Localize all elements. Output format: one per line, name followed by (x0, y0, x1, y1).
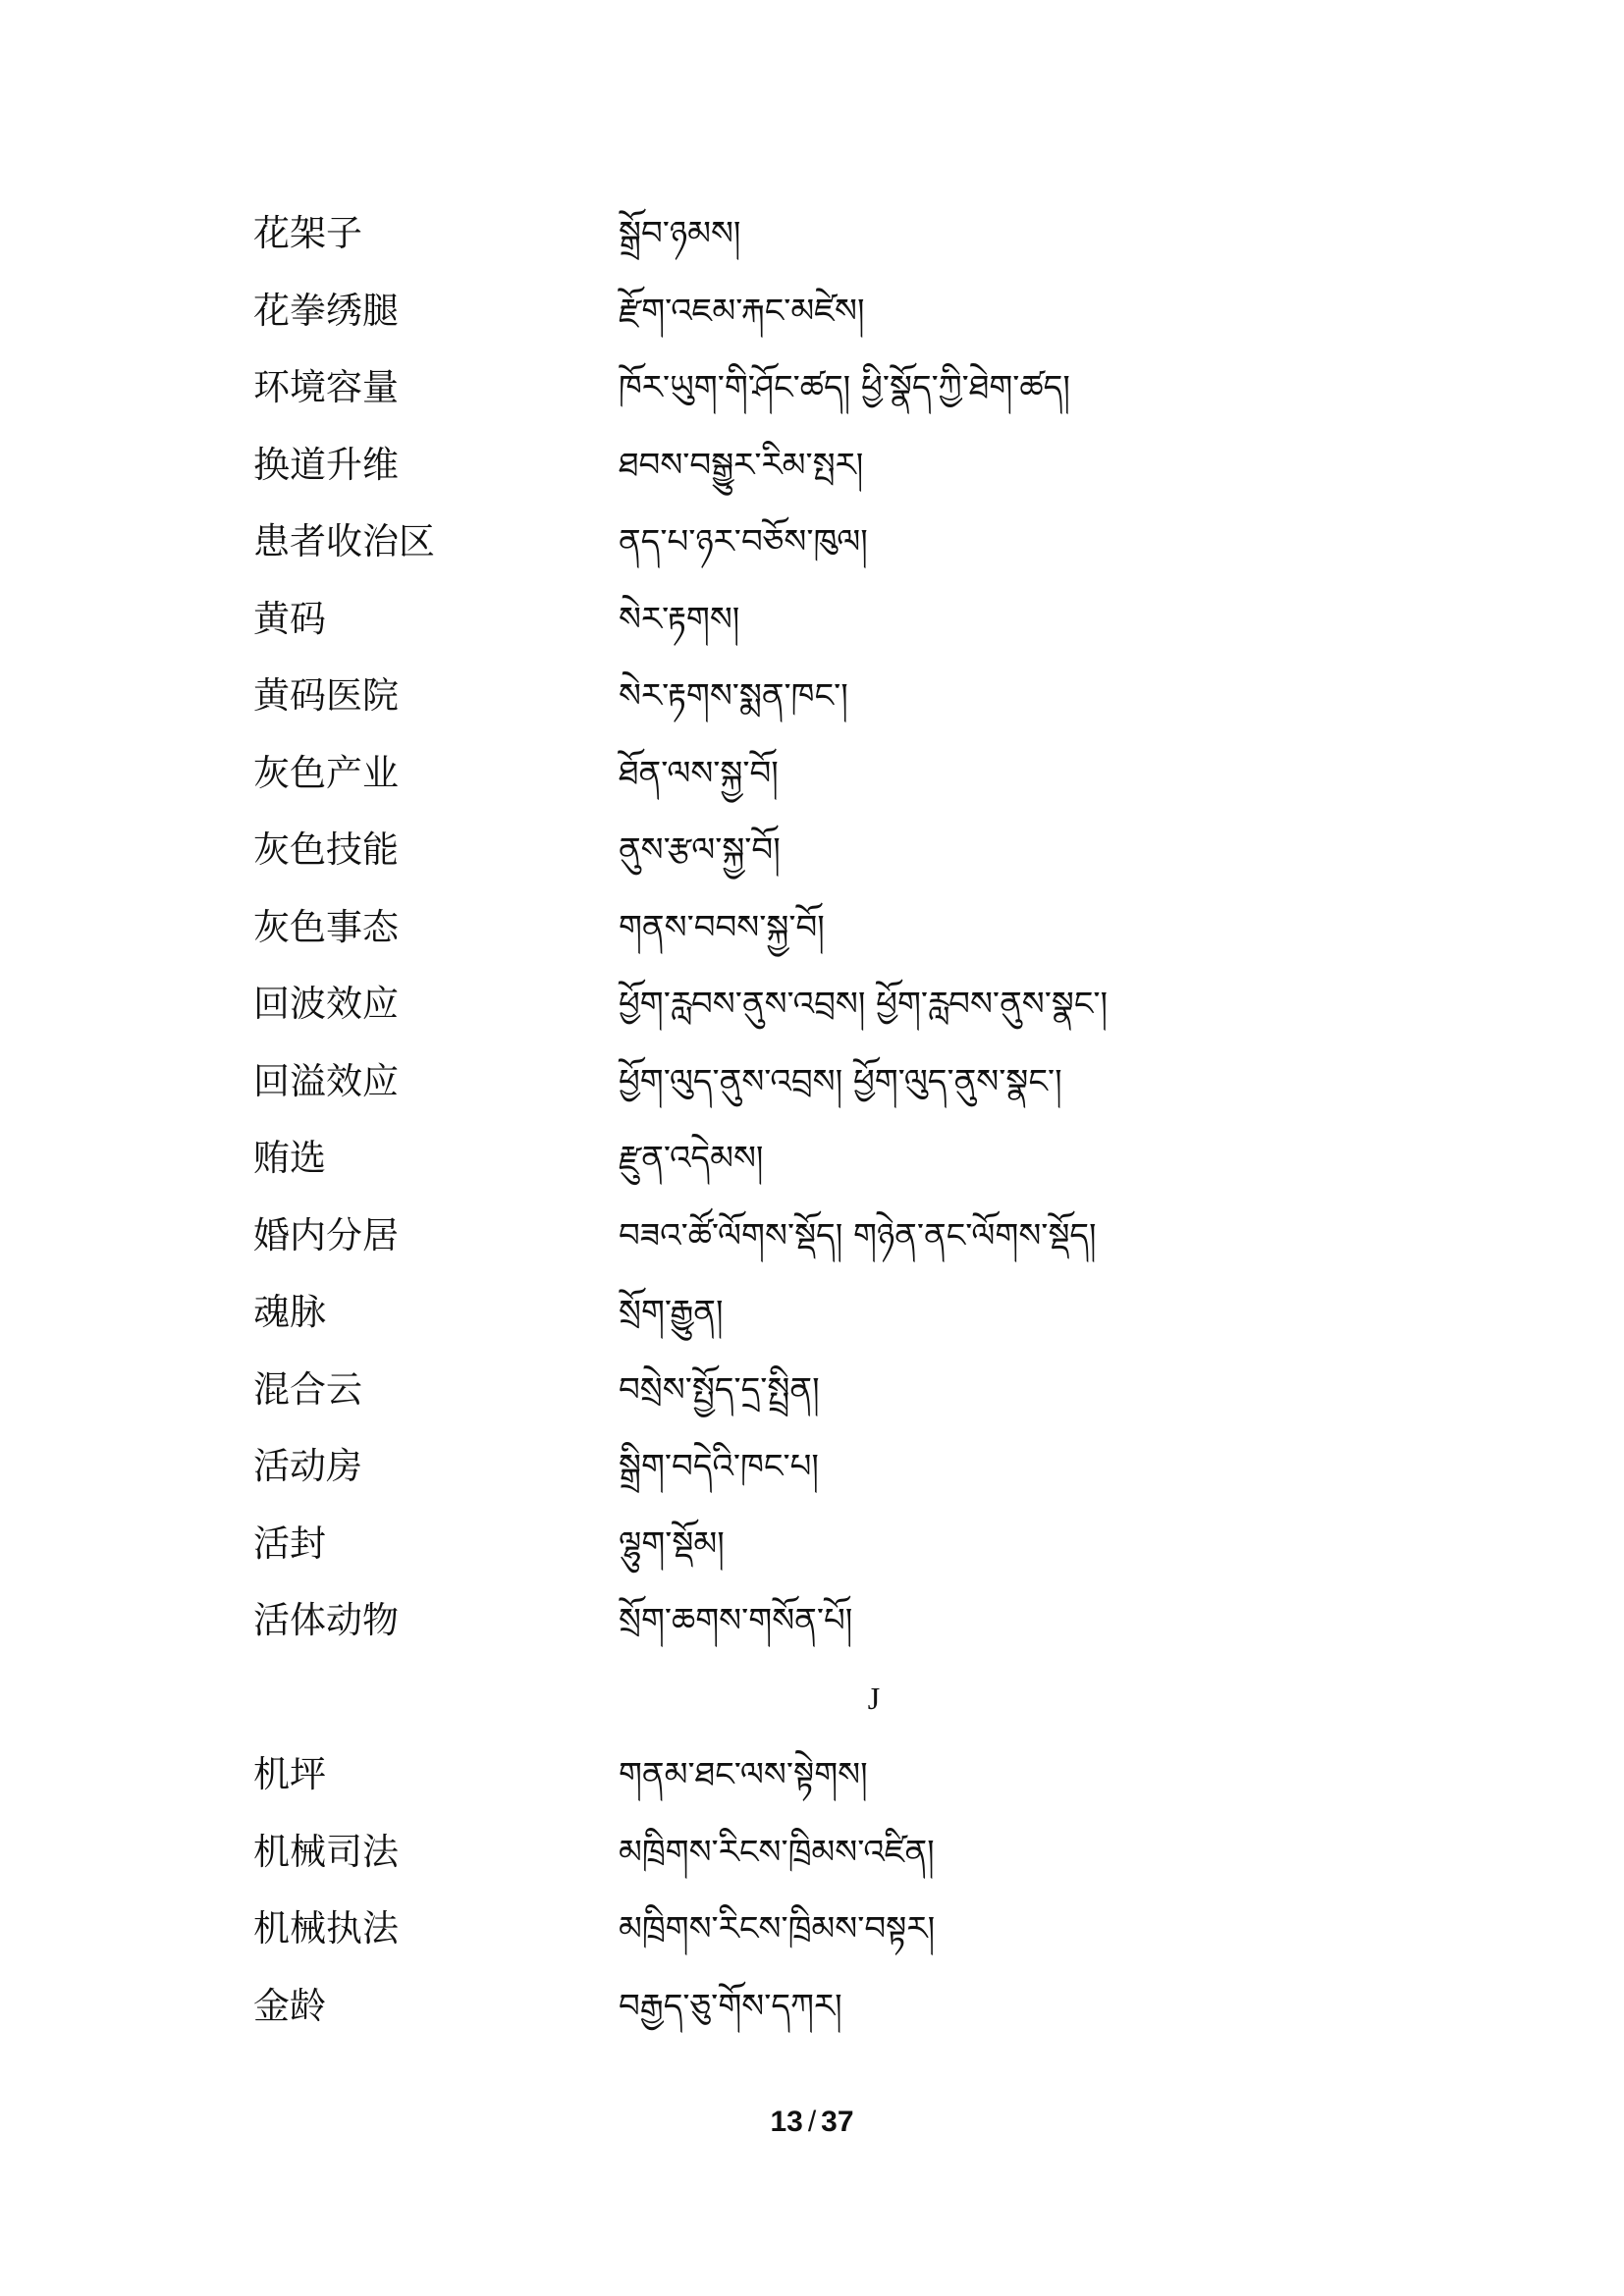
tibetan-translation: སྲོག་རྒྱུན། (619, 1293, 724, 1332)
current-page: 13 (770, 2106, 803, 2138)
glossary-entry (253, 1981, 1373, 2058)
chinese-term: 回波效应 (253, 983, 399, 1025)
glossary-entry (253, 1210, 1373, 1288)
tibetan-translation: སྒྲིག་བདེའི་ཁང་པ། (619, 1447, 819, 1486)
glossary-section-h (253, 208, 1373, 1673)
glossary-section-j (253, 1749, 1373, 2057)
glossary-entry (253, 825, 1373, 902)
glossary-entry (253, 1827, 1373, 1904)
chinese-term: 花架子 (253, 212, 362, 254)
tibetan-translation: ཕྱོག་རླབས་ནུས་འབྲས། ཕྱོག་རླབས་ནུས་སྣང་། (619, 985, 1109, 1024)
total-pages: 37 (821, 2106, 854, 2138)
page-number (0, 2103, 1624, 2142)
glossary-entry (253, 979, 1373, 1056)
chinese-term: 婚内分居 (253, 1213, 399, 1256)
glossary-entry (253, 748, 1373, 826)
tibetan-translation: བཟའ་ཚོ་ལོགས་སྡོད། གཉེན་ནང་ལོགས་སྡོད། (619, 1215, 1097, 1255)
page-separator: / (807, 2106, 817, 2138)
tibetan-translation: ཕྱོག་ལུད་ནུས་འབྲས། ཕྱོག་ལུད་ནུས་སྣང་། (619, 1061, 1062, 1101)
glossary-entry (253, 594, 1373, 671)
glossary-entry (253, 1056, 1373, 1134)
section-letter: J (867, 1680, 881, 1716)
tibetan-translation: ཐོན་ལས་སྐྱ་བོ། (619, 753, 779, 793)
glossary-entry (253, 1287, 1373, 1364)
chinese-term: 灰色事态 (253, 905, 399, 948)
glossary-entry (253, 286, 1373, 363)
tibetan-translation: བསྲེས་སྤྱོད་དྲ་སྤྲིན། (619, 1369, 820, 1410)
glossary-entry (253, 902, 1373, 980)
glossary-entry (253, 440, 1373, 517)
tibetan-translation: ནུས་རྩལ་སྐྱ་བོ། (619, 830, 781, 870)
glossary-list (253, 208, 1373, 2057)
chinese-term: 环境容量 (253, 366, 399, 408)
tibetan-translation: སྒྲོབ་ཉམས། (619, 214, 741, 253)
chinese-term: 贿选 (253, 1137, 326, 1179)
tibetan-translation: རྫོག་འཇམ་རྐང་མཛེས། (619, 291, 865, 331)
chinese-term: 花拳绣腿 (253, 289, 399, 332)
chinese-term: 回溢效应 (253, 1059, 399, 1102)
glossary-entry (253, 362, 1373, 440)
chinese-term: 金龄 (253, 1984, 326, 2027)
glossary-entry (253, 1364, 1373, 1442)
chinese-term: 灰色产业 (253, 751, 399, 794)
tibetan-translation: རྫུན་འདེམས། (619, 1139, 764, 1178)
chinese-term: 机械执法 (253, 1907, 399, 1949)
tibetan-translation: ཐབས་བསྒྱུར་རིམ་སྤར། (619, 445, 864, 485)
glossary-entry (253, 1595, 1373, 1673)
tibetan-translation: སེར་རྟགས། (619, 599, 740, 639)
chinese-term: 活封 (253, 1522, 326, 1565)
tibetan-translation: གནས་བབས་སྐྱ་བོ། (619, 907, 825, 947)
tibetan-translation: གནམ་ཐང་ལས་སྟེགས། (619, 1755, 868, 1794)
glossary-entry (253, 1519, 1373, 1596)
chinese-term: 黄码医院 (253, 674, 399, 717)
tibetan-translation: སེར་རྟགས་སྨན་ཁང་། (619, 676, 848, 716)
chinese-term: 混合云 (253, 1367, 362, 1411)
glossary-entry (253, 1441, 1373, 1519)
tibetan-translation: སྲོག་ཆགས་གསོན་པོ། (619, 1601, 853, 1640)
chinese-term: 机坪 (253, 1753, 326, 1795)
tibetan-translation: ཁོར་ཡུག་གི་ཤོང་ཚད། ཕྱི་སྣོད་ཀྱི་ཐེག་ཚད། (619, 368, 1070, 407)
tibetan-translation: མཁྲིགས་རིངས་ཁྲིམས་འཛིན། (619, 1832, 935, 1872)
chinese-term: 活动房 (253, 1445, 362, 1487)
tibetan-translation: ལྷུག་སྡོམ། (619, 1523, 725, 1564)
glossary-entry (253, 516, 1373, 594)
chinese-term: 魂脉 (253, 1291, 326, 1333)
tibetan-translation: ནད་པ་ཉར་བཅོས་ཁུལ། (619, 522, 868, 561)
chinese-term: 黄码 (253, 597, 326, 640)
glossary-entry (253, 1133, 1373, 1210)
chinese-term: 换道升维 (253, 443, 399, 486)
tibetan-translation: མཁྲིགས་རིངས་ཁྲིམས་བསྟར། (619, 1909, 936, 1949)
chinese-term: 机械司法 (253, 1830, 399, 1873)
chinese-term: 活体动物 (253, 1599, 399, 1641)
tibetan-translation: བརྒྱད་ཅུ་གོས་དཀར། (619, 1986, 842, 2026)
chinese-term: 灰色技能 (253, 828, 399, 871)
chinese-term: 患者收治区 (253, 520, 435, 562)
glossary-entry (253, 1749, 1373, 1827)
glossary-entry (253, 1903, 1373, 1981)
glossary-entry (253, 670, 1373, 748)
glossary-entry (253, 208, 1373, 286)
